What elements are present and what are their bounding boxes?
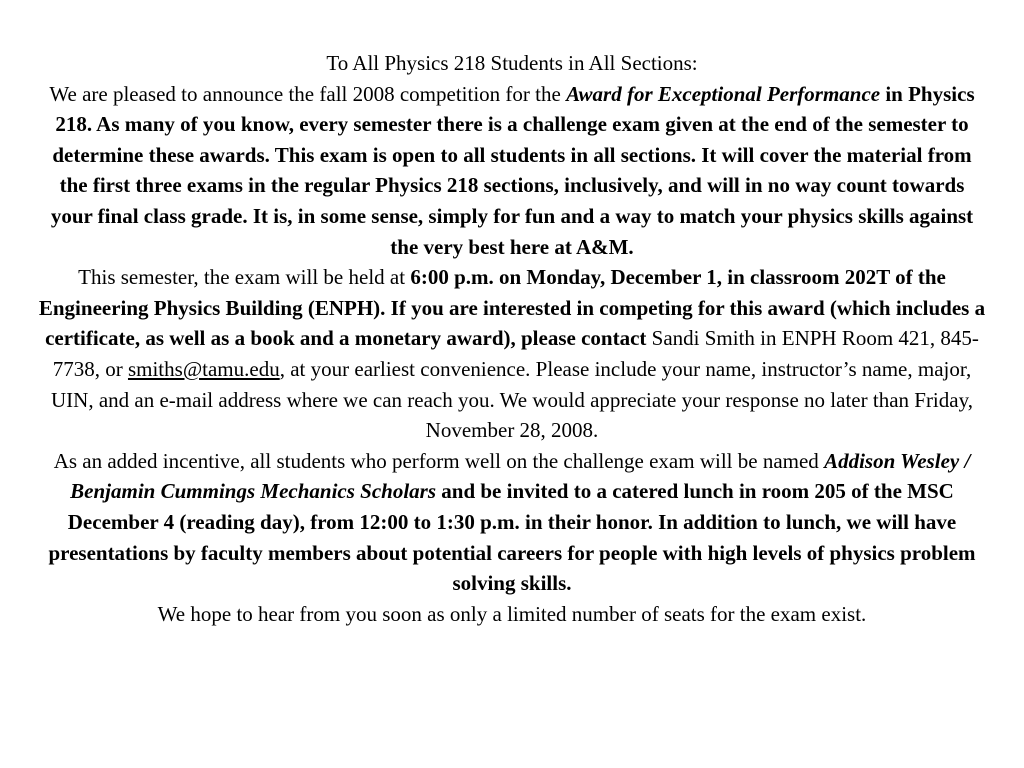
exam-time-location-text: 6:00 p.m. on Monday, December 1, in classroom 202T of the Engineering Physics Building (ENPH). If you are interested in competing for this award (which includes a certificate, as well as a book and a monetary award), please contact xyxy=(38,265,986,351)
exam-details-intro-text: This semester, the exam will be held at xyxy=(78,265,411,290)
incentive-intro-text: As an added incentive, all students who perform well on the challenge exam will be named xyxy=(53,448,825,473)
award-name-text: Award for Exceptional Performance xyxy=(566,81,881,106)
closing-paragraph xyxy=(38,599,986,630)
announcement-body-text: in Physics 218. As many of you know, every semester there is a challenge exam given at the end of the semester to determine these awards. This exam is open to all students in all sections. It will cover the material from the first three exams in the regular Physics 218 sections, inclusively, and will in no way count towards your final class grade. It is, in some sense, simply for fun and a way to match your physics skills against the very best here at A&M. xyxy=(50,81,975,259)
announcement-intro-text: We are pleased to announce the fall 2008 competition for the xyxy=(49,81,567,106)
closing-text: We hope to hear from you soon as only a limited number of seats for the exam exist. xyxy=(157,601,867,626)
scholars-title-text: Addison Wesley / Benjamin Cummings Mechanics Scholars xyxy=(70,448,971,504)
contact-email-link[interactable]: smiths@tamu.edu xyxy=(127,356,280,381)
contact-person-text: Sandi Smith in ENPH Room 421, 845-7738, or xyxy=(52,326,979,381)
greeting-line xyxy=(38,48,986,79)
greeting-text: To All Physics 218 Students in All Sections: xyxy=(326,51,698,75)
incentive-paragraph xyxy=(38,446,986,599)
exam-details-paragraph xyxy=(38,262,986,446)
contact-instructions-text: , at your earliest convenience. Please include your name, instructor’s name, major, UIN, and an e-mail address where we can reach you. We would appreciate your response no later than Friday, November 28, 2008. xyxy=(51,356,973,443)
incentive-body-text: and be invited to a catered lunch in room 205 of the MSC December 4 (reading day), from 12:00 to 1:30 p.m. in their honor. In addition to lunch, we will have presentations by faculty members about potential careers for people with high levels of physics problem solving skills. xyxy=(48,479,976,596)
announcement-paragraph xyxy=(38,79,986,263)
